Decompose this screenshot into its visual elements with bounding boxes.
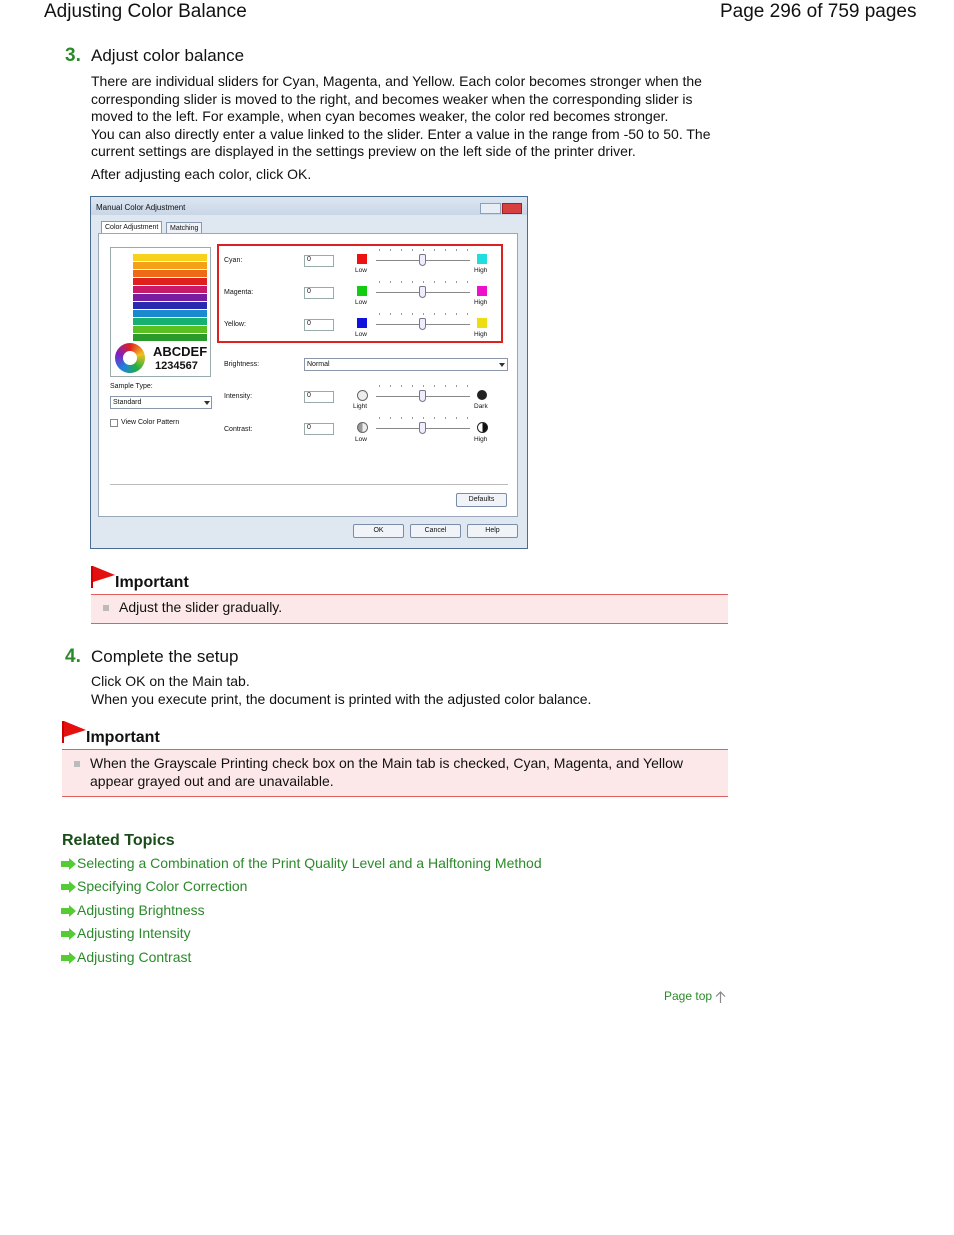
yellow-slider-thumb[interactable] — [419, 318, 426, 330]
cyan-slider-thumb[interactable] — [419, 254, 426, 266]
cyan-label: Cyan: — [224, 257, 243, 264]
step-3-description — [91, 73, 741, 161]
page-number: Page 296 of 759 pages — [720, 1, 917, 22]
bullet — [103, 605, 109, 611]
important-line: appear grayed out and are unavailable. — [90, 773, 334, 789]
page-header-title: Adjusting Color Balance — [44, 1, 247, 22]
yellow-swatch — [477, 318, 487, 328]
related-link[interactable]: Adjusting Intensity — [77, 925, 191, 941]
yellow-label: Yellow: — [224, 321, 246, 328]
important-line: When the Grayscale Printing check box on the Main tab is checked, Cyan, Magenta, and Yellow — [90, 755, 684, 771]
arrow-up-icon — [715, 991, 726, 1003]
intensity-value-input[interactable]: 0 — [304, 391, 334, 403]
related-topics-title: Related Topics — [62, 832, 175, 849]
cyan-high-label: High — [474, 267, 488, 274]
preview-text-numbers: 1234567 — [155, 360, 198, 372]
page-top-link[interactable]: Page top — [664, 989, 713, 1003]
divider — [110, 484, 508, 485]
dialog-title: Manual Color Adjustment — [96, 203, 186, 212]
magenta-swatch — [477, 286, 487, 296]
cyan-value-input[interactable]: 0 — [304, 255, 334, 267]
view-color-pattern-label: View Color Pattern — [121, 419, 180, 426]
step-4-title: Complete the setup — [91, 647, 239, 666]
step-3-after: After adjusting each color, click OK. — [91, 166, 312, 182]
step-4-line: When you execute print, the document is printed with the adjusted color balance. — [91, 691, 592, 707]
para-line: There are individual sliders for Cyan, Magenta, and Yellow. Each color becomes stronger when the — [91, 73, 702, 89]
light-circle-icon — [357, 390, 368, 401]
slider-ticks — [379, 385, 468, 387]
related-link[interactable]: Adjusting Contrast — [77, 949, 192, 965]
chevron-down-icon — [499, 363, 505, 367]
pencil — [133, 262, 207, 269]
ok-button[interactable]: OK — [353, 524, 404, 538]
chevron-down-icon — [204, 401, 210, 405]
cyan-low-label: Low — [355, 267, 367, 274]
tab-color-adjustment[interactable]: Color Adjustment — [101, 221, 162, 234]
help-titlebar-button[interactable] — [480, 203, 501, 214]
step-4-line: Click OK on the Main tab. — [91, 673, 250, 689]
slider-ticks — [379, 249, 468, 251]
step-3-number: 3. — [65, 45, 81, 66]
arrow-right-icon — [61, 905, 76, 917]
arrow-right-icon — [61, 881, 76, 893]
para-line: current settings are displayed in the settings preview on the left side of the printer driver. — [91, 143, 636, 159]
related-link[interactable]: Specifying Color Correction — [77, 878, 248, 894]
pencil — [133, 286, 207, 293]
important-title: Important — [115, 574, 189, 591]
arrow-right-icon — [61, 858, 76, 870]
contrast-label: Contrast: — [224, 426, 253, 433]
magenta-label: Magenta: — [224, 289, 254, 296]
step-3-title: Adjust color balance — [91, 46, 245, 65]
green-swatch — [357, 286, 367, 296]
step-4-number: 4. — [65, 646, 81, 667]
para-line: moved to the left. For example, when cyan becomes weaker, the color red becomes stronger. — [91, 108, 669, 124]
brightness-select[interactable]: Normal — [304, 358, 508, 371]
help-button[interactable]: Help — [467, 524, 518, 538]
pencil — [133, 294, 207, 301]
pencil — [133, 302, 207, 309]
intensity-dark-label: Dark — [474, 403, 488, 410]
blue-swatch — [357, 318, 367, 328]
contrast-value-input[interactable]: 0 — [304, 423, 334, 435]
yellow-value-input[interactable]: 0 — [304, 319, 334, 331]
yellow-high-label: High — [474, 331, 488, 338]
magenta-low-label: Low — [355, 299, 367, 306]
red-swatch — [357, 254, 367, 264]
contrast-high-label: High — [474, 436, 488, 443]
color-wheel-center — [123, 351, 137, 365]
pencil — [133, 270, 207, 277]
magenta-high-label: High — [474, 299, 488, 306]
brightness-label: Brightness: — [224, 361, 260, 368]
pencil — [133, 278, 207, 285]
sample-type-select[interactable]: Standard — [110, 396, 212, 409]
yellow-low-label: Low — [355, 331, 367, 338]
pencil — [133, 254, 207, 261]
sample-type-label: Sample Type: — [110, 383, 153, 390]
tab-matching[interactable]: Matching — [166, 222, 202, 234]
contrast-high-icon — [477, 422, 488, 433]
intensity-slider-thumb[interactable] — [419, 390, 426, 402]
important-title: Important — [86, 729, 160, 746]
pencil — [133, 318, 207, 325]
contrast-low-label: Low — [355, 436, 367, 443]
preview-text-letters: ABCDEF — [153, 344, 208, 359]
settings-preview — [110, 247, 211, 377]
arrow-right-icon — [61, 952, 76, 964]
intensity-label: Intensity: — [224, 393, 253, 400]
para-line: You can also directly enter a value linked to the slider. Enter a value in the range from -50 to 50. The — [91, 125, 711, 142]
important-flag-icon — [91, 566, 115, 588]
para-line: corresponding slider is moved to the right, and becomes weaker when the corresponding slider is — [91, 90, 693, 107]
view-color-pattern-checkbox[interactable] — [110, 419, 118, 427]
contrast-slider-thumb[interactable] — [419, 422, 426, 434]
contrast-low-icon — [357, 422, 368, 433]
important-flag-icon — [62, 721, 86, 743]
slider-ticks — [379, 281, 468, 283]
pencil — [133, 326, 207, 333]
intensity-light-label: Light — [353, 403, 368, 410]
slider-ticks — [379, 417, 468, 419]
dark-circle-icon — [477, 390, 487, 400]
related-link[interactable]: Adjusting Brightness — [77, 902, 205, 918]
defaults-button[interactable]: Defaults — [456, 493, 507, 507]
cyan-swatch — [477, 254, 487, 264]
magenta-value-input[interactable]: 0 — [304, 287, 334, 299]
magenta-slider-thumb[interactable] — [419, 286, 426, 298]
related-link[interactable]: Selecting a Combination of the Print Quality Level and a Halftoning Method — [77, 855, 542, 871]
close-icon[interactable] — [502, 203, 522, 214]
pencil — [133, 334, 207, 341]
important-item: Adjust the slider gradually. — [119, 599, 283, 615]
pencil — [133, 310, 207, 317]
slider-ticks — [379, 313, 468, 315]
arrow-right-icon — [61, 928, 76, 940]
bullet — [74, 761, 80, 767]
cancel-button[interactable]: Cancel — [410, 524, 461, 538]
